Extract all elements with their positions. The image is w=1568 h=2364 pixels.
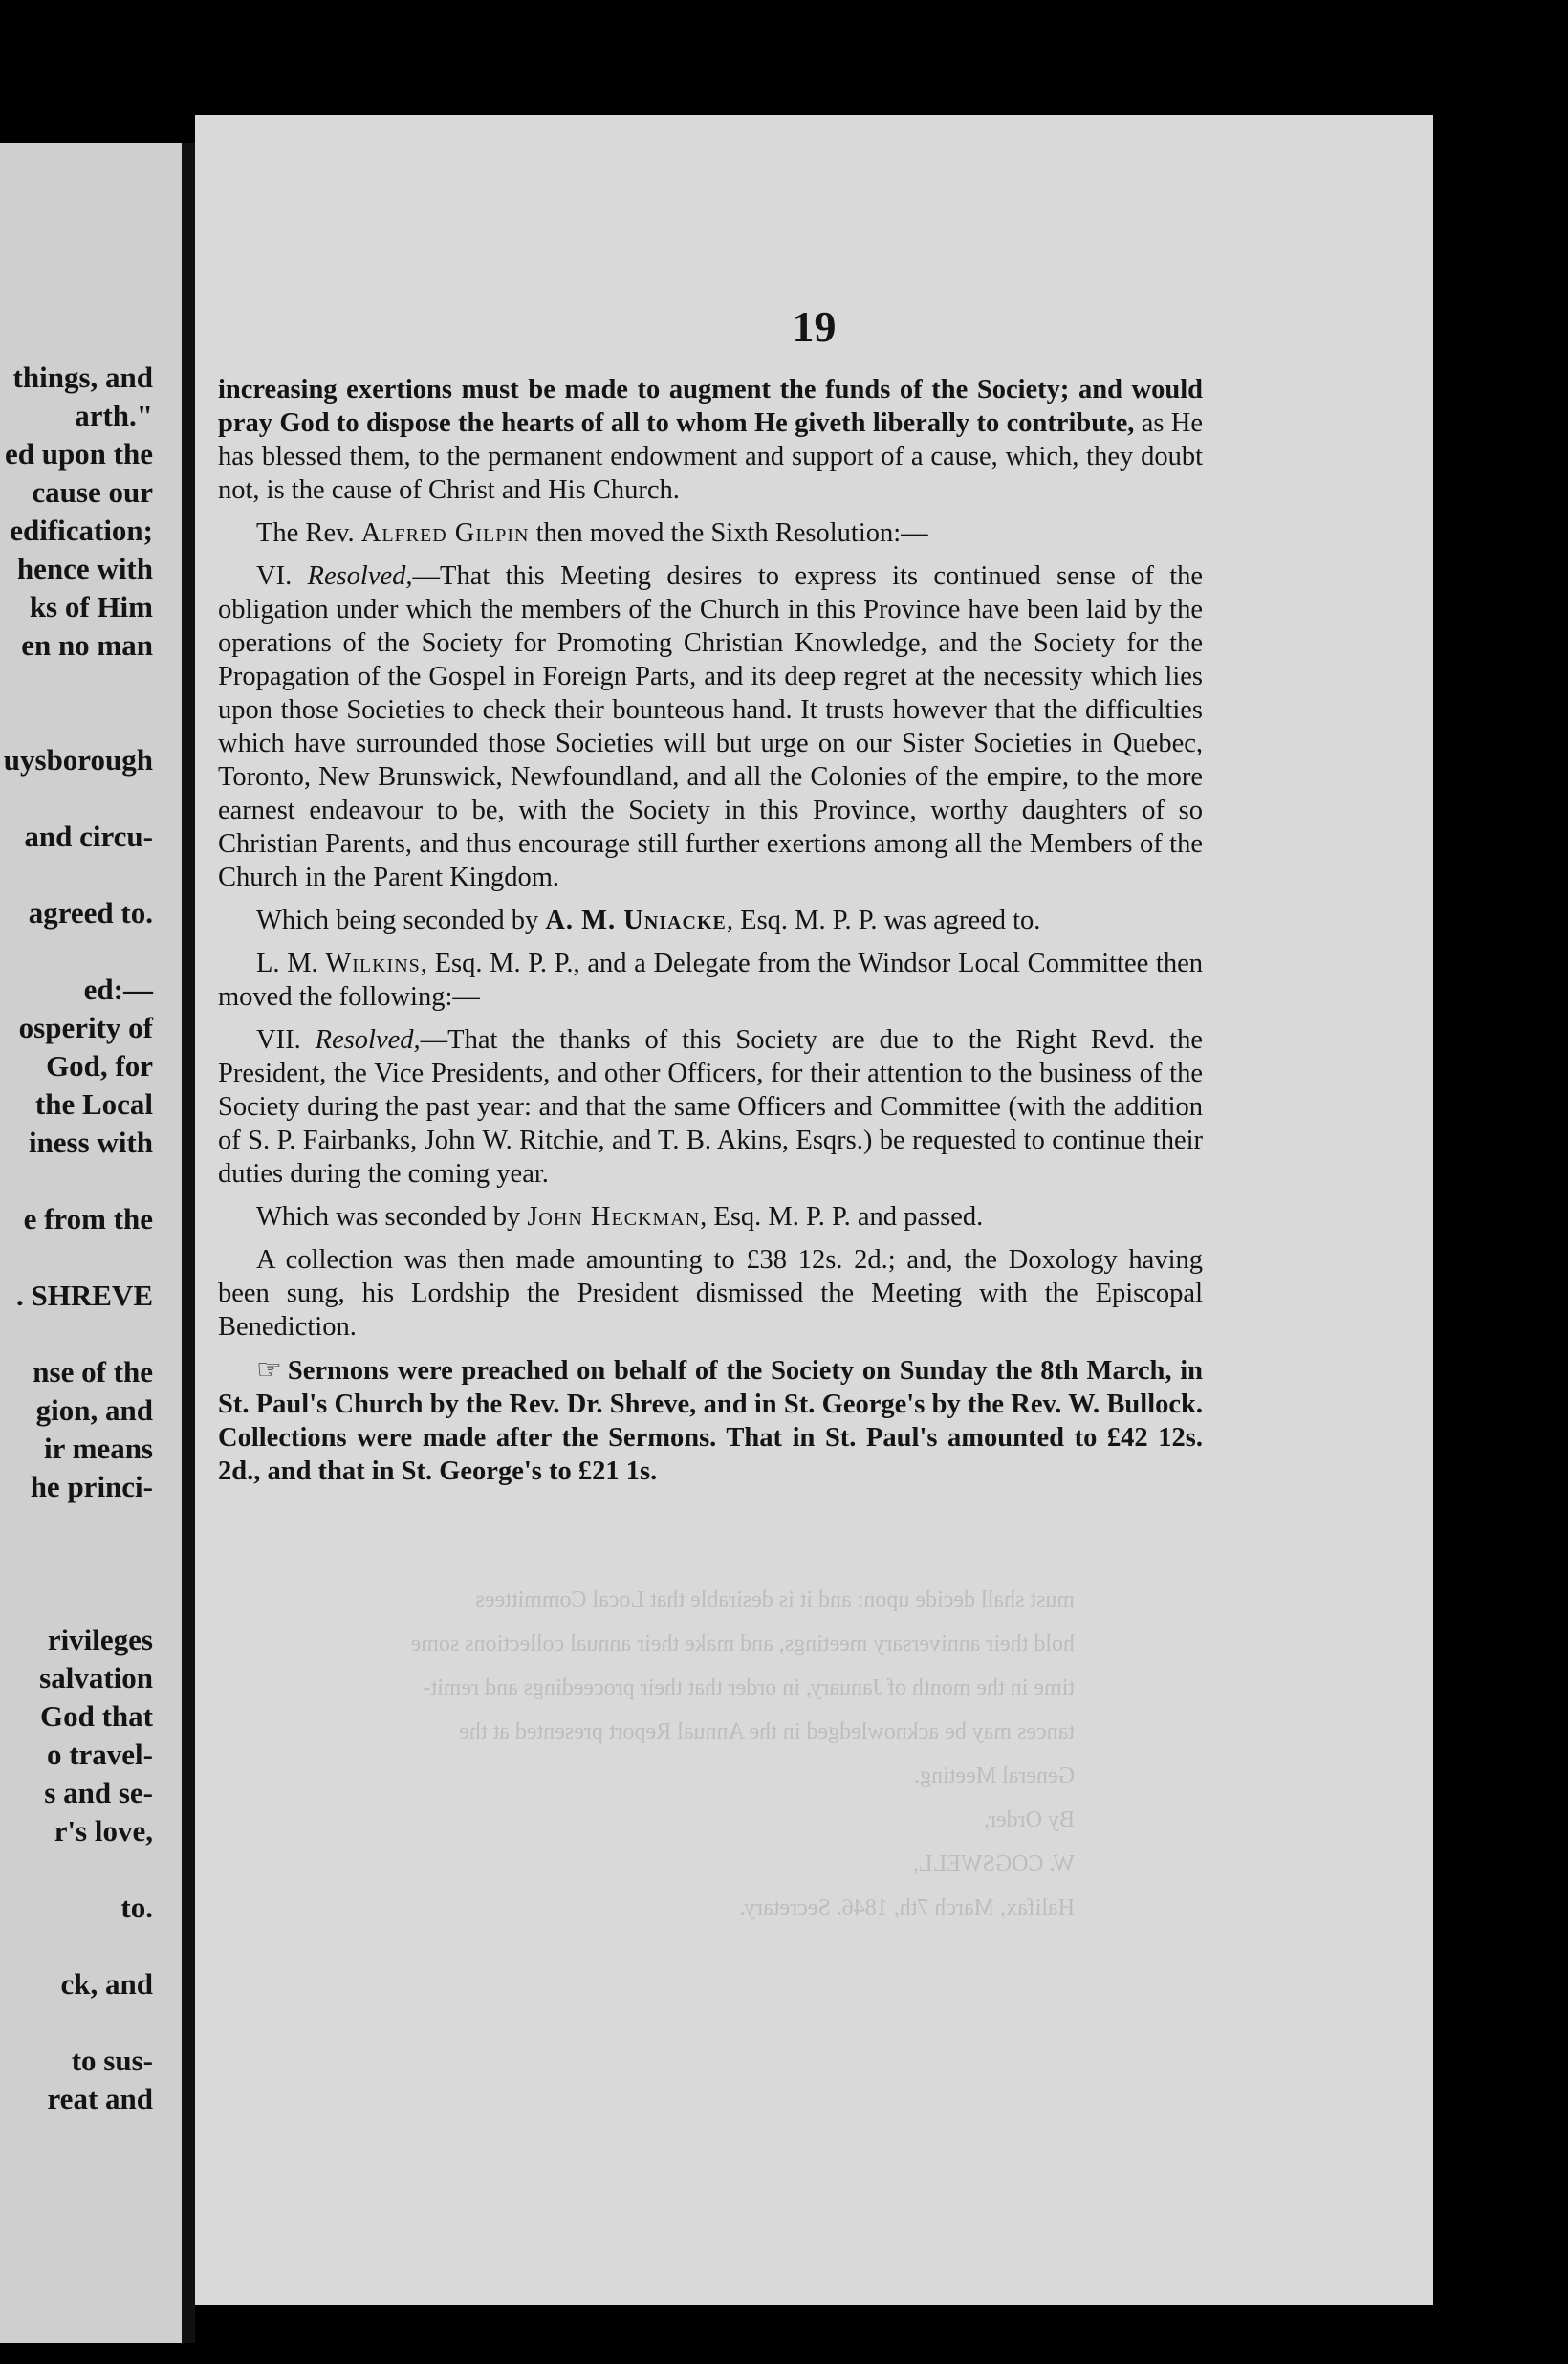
paragraph-sixth-motion bbox=[218, 516, 1203, 550]
bleed-through-line: tances may be acknowledged in the Annual Report presented at the bbox=[459, 1719, 1075, 1744]
facing-page-line: edification; bbox=[10, 514, 153, 547]
bleed-through-line: W. COGSWELL, bbox=[912, 1851, 1075, 1876]
resolution-text: —That the thanks of this Society are due to the Right Revd. the President, the Vice Presidents, and other Officers, for their attention to the business of the Society during the past year: and that the same Officers and Committee (with the addition of S. P. Fairbanks, John W. Ritchie, and T. B. Akins, Esqrs.) be requested to continue their duties during the coming year. bbox=[218, 1025, 1203, 1189]
seconded-prefix: Which being seconded by bbox=[256, 906, 546, 935]
facing-page-line bbox=[0, 1238, 153, 1277]
bleed-through-line: General Meeting. bbox=[914, 1763, 1075, 1788]
bleed-through-line: By Order, bbox=[983, 1807, 1075, 1832]
resolution-seven bbox=[218, 1023, 1203, 1191]
motion-suffix: , Esq. M. P. P., and a Delegate from the Windsor Local Committee then moved the following:— bbox=[218, 949, 1203, 1012]
facing-page-line: iness with bbox=[28, 1126, 153, 1159]
facing-page-line: agreed to. bbox=[28, 896, 153, 930]
motion-prefix: The Rev. bbox=[256, 518, 361, 548]
facing-page-line: God, for bbox=[46, 1049, 153, 1083]
facing-page-line: e from the bbox=[23, 1202, 153, 1236]
facing-page-line: to. bbox=[120, 1891, 153, 1924]
facing-page-line: s and se- bbox=[44, 1776, 153, 1809]
funds-rest-text: as He has blessed them, to the permanent endowment and support of a cause, which, they doubt not, is the cause of Christ and His Church. bbox=[218, 408, 1203, 505]
bleed-through-line: hold their anniversary meetings, and make their annual collections some bbox=[410, 1631, 1075, 1656]
facing-page-line: arth." bbox=[75, 399, 153, 432]
facing-page-line: osperity of bbox=[18, 1011, 153, 1044]
facing-page-line: rivileges bbox=[47, 1623, 153, 1656]
facing-page-line bbox=[0, 665, 153, 703]
facing-page-line: cause our bbox=[32, 475, 153, 509]
resolved-label: Resolved, bbox=[315, 1025, 421, 1055]
facing-page-line: r's love, bbox=[54, 1814, 153, 1848]
facing-page-line: ed upon the bbox=[4, 437, 153, 471]
resolution-number: VI. bbox=[256, 561, 308, 591]
seconded-suffix: , Esq. M. P. P. and passed. bbox=[700, 1202, 984, 1232]
paragraph-seconded-uniacke bbox=[218, 904, 1203, 937]
facing-page-line bbox=[0, 856, 153, 894]
seconder-name: John Heckman bbox=[527, 1202, 701, 1232]
motion-suffix: then moved the Sixth Resolution:— bbox=[529, 518, 928, 548]
page-number: 19 bbox=[792, 302, 837, 351]
facing-page-line bbox=[0, 1315, 153, 1353]
facing-page-line: ed:— bbox=[83, 973, 153, 1006]
mover-name: Alfred Gilpin bbox=[360, 518, 530, 548]
facing-page-line: salvation bbox=[39, 1661, 153, 1695]
book-gutter bbox=[182, 143, 195, 2343]
facing-page-line: o travel- bbox=[46, 1738, 153, 1771]
facing-page-line: en no man bbox=[21, 628, 153, 662]
facing-page-line bbox=[0, 932, 153, 971]
facing-page-line: to sus- bbox=[71, 2044, 153, 2077]
facing-page-line bbox=[0, 1544, 153, 1583]
facing-page-line: . SHREVE bbox=[16, 1279, 153, 1312]
resolution-text: —That this Meeting desires to express its continued sense of the obligation under which the members of the Church in this Province have been laid by the operations of the Society for Promoting Christian Knowledge, and the Society for the Propagation of the Gospel in Foreign Parts, and its deep regret at the necessity which lies upon those Societies to check their bounteous hand. It trusts however that the difficulties which have surrounded those Societies will but urge on our Sister Societies in Quebec, Toronto, New Brunswick, Newfoundland, and all the Colonies of the empire, to the more earnest endeavour to be, with the Society in this Province, worthy daughters of so Christian Parents, and thus encourage still further exertions among all the Members of the Church in the Parent Kingdom. bbox=[218, 561, 1204, 892]
paragraph-wilkins-motion bbox=[218, 947, 1203, 1014]
facing-page-line: he princi- bbox=[30, 1470, 153, 1503]
facing-page-line bbox=[0, 1927, 153, 1965]
facing-page-line: and circu- bbox=[24, 820, 153, 853]
facing-page-line bbox=[0, 2003, 153, 2042]
facing-page-line bbox=[0, 779, 153, 818]
funds-bold-text: increasing exertions must be made to augment the funds of the Society; and would pray God to dispose the hearts of all to whom He giveth liberally to contribute, bbox=[218, 375, 1203, 438]
seconder-name: A. M. Uniacke bbox=[545, 906, 727, 935]
mover-surname: Wilkins bbox=[325, 949, 421, 978]
facing-page-line: nse of the bbox=[33, 1355, 153, 1389]
facing-page-line: God that bbox=[40, 1699, 153, 1733]
mover-initials: L. M. bbox=[256, 949, 326, 978]
resolution-number: VII. bbox=[256, 1025, 316, 1055]
seconded-prefix: Which was seconded by bbox=[256, 1202, 528, 1232]
bleed-through-line: Halifax, March 7th, 1846. Secretary. bbox=[739, 1895, 1075, 1920]
facing-page-line bbox=[0, 1506, 153, 1544]
facing-page-line bbox=[0, 1162, 153, 1200]
facing-page-line bbox=[0, 1850, 153, 1889]
bleed-through-line: time in the month of January, in order that their proceedings and remit- bbox=[423, 1675, 1075, 1700]
resolution-six bbox=[218, 559, 1203, 894]
facing-page-line bbox=[0, 703, 153, 741]
pointing-hand-icon: ☞ bbox=[256, 1354, 282, 1386]
facing-page-line: hence with bbox=[16, 552, 153, 585]
facing-page-line: ks of Him bbox=[29, 590, 153, 624]
seconded-suffix: , Esq. M. P. P. was agreed to. bbox=[726, 906, 1041, 935]
facing-page-line: ir means bbox=[44, 1432, 153, 1465]
facing-page-line: reat and bbox=[47, 2082, 153, 2115]
facing-page-line: the Local bbox=[34, 1087, 153, 1121]
resolved-label: Resolved, bbox=[307, 561, 413, 591]
facing-page-line: uysborough bbox=[3, 743, 153, 777]
facing-page-line: things, and bbox=[12, 361, 153, 394]
facing-page-line bbox=[0, 1583, 153, 1621]
facing-page-line: ck, and bbox=[60, 1967, 153, 2001]
sermons-text: Sermons were preached on behalf of the Society on Sunday the 8th March, in St. Paul's Church by the Rev. Dr. Shreve, and in St. George's by the Rev. W. Bullock. Collections were made after the Sermons. That in St. Paul's amounted to £42 12s. 2d., and that in St. George's to £21 1s. bbox=[218, 1356, 1203, 1486]
page-body bbox=[218, 373, 1203, 1498]
facing-page-line: gion, and bbox=[35, 1393, 153, 1427]
facing-page-text bbox=[0, 359, 153, 2118]
paragraph-collection: A collection was then made amounting to £38 12s. 2d.; and, the Doxology having been sung, his Lordship the President dismissed the Meeting with the Episcopal Benediction. bbox=[218, 1245, 1203, 1342]
page bbox=[195, 115, 1433, 2305]
paragraph-seconded-heckman bbox=[218, 1200, 1203, 1234]
facing-page-fragment bbox=[0, 143, 182, 2343]
bleed-through-line: must shall decide upon: and it is desirable that Local Committees bbox=[475, 1587, 1075, 1612]
paragraph-sermons bbox=[218, 1353, 1203, 1488]
paragraph-funds bbox=[218, 373, 1203, 507]
